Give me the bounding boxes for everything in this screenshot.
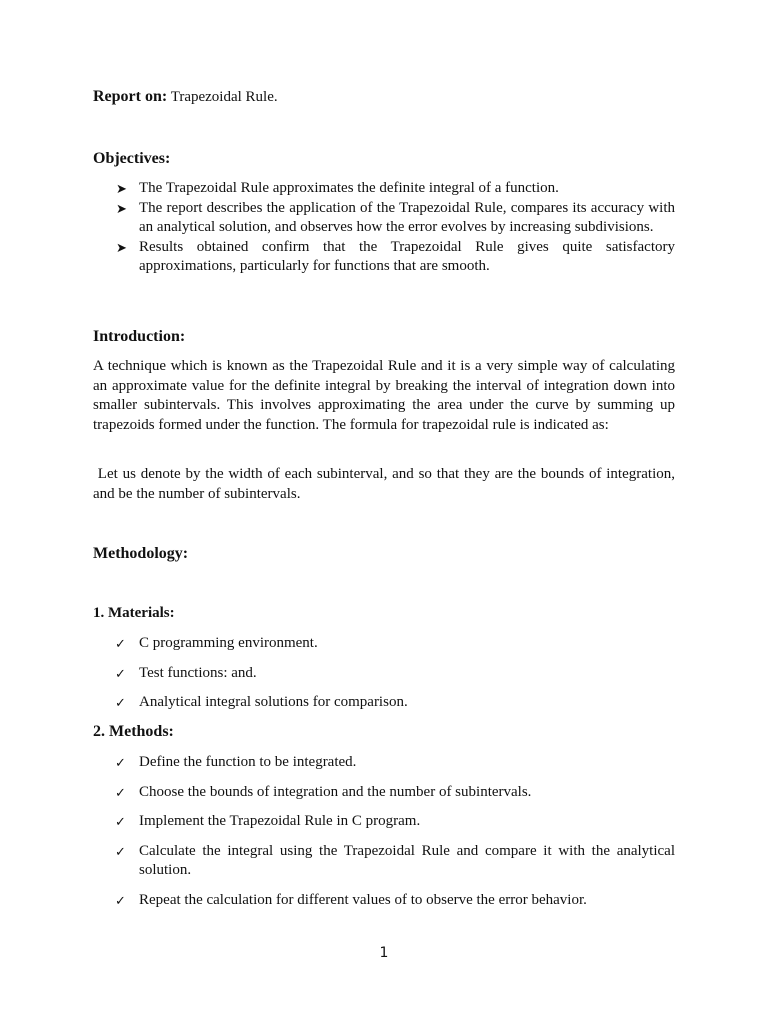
methods-item [93,753,675,773]
materials-item [93,634,675,654]
materials-text: Test functions: and. [139,664,257,681]
introduction-paragraph: A technique which is known as the Trapezoidal Rule and it is a very simple way of calculating an approximate value for the definite integral by breaking the interval of integration down into smaller subintervals. This involves approximating the area under the curve by summing up trapezoids formed under the function. The formula for trapezoidal rule is indicated as: [93,358,675,433]
methods-text: Define the function to be integrated. [139,754,357,770]
materials-text: C programming environment. [139,635,318,651]
methods-text: Choose the bounds of integration and the number of subintervals. [139,783,532,800]
objective-item [93,238,675,277]
methods-heading: 2. Methods: [93,723,174,740]
objective-item [93,199,675,238]
arrowhead-bullet-icon: ➤ [116,181,127,196]
checkmark-icon: ✓ [115,695,126,710]
objectives-heading: Objectives: [93,150,171,167]
materials-item [93,693,675,713]
methods-item [93,783,675,803]
objective-text: The Trapezoidal Rule approximates the definite integral of a function. [139,180,559,196]
methods-list [93,753,675,910]
methods-item [93,842,675,881]
objectives-list [93,179,675,277]
arrowhead-bullet-icon: ➤ [116,200,127,216]
checkmark-icon: ✓ [115,784,126,800]
methods-item [93,812,675,832]
methods-item [93,891,675,911]
introduction-heading: Introduction: [93,328,186,345]
checkmark-icon: ✓ [115,843,126,859]
materials-list [93,634,675,713]
methodology-heading: Methodology: [93,545,189,562]
checkmark-icon: ✓ [115,636,126,651]
report-title: Trapezoidal Rule. [170,89,278,105]
methods-text: Calculate the integral using the Trapezoidal Rule and compare it with the analytical solution. [139,842,675,878]
materials-text: Analytical integral solutions for comparison. [139,694,408,710]
page-number: 1 [379,945,389,961]
report-title-line [93,87,675,108]
checkmark-icon: ✓ [115,814,126,829]
methods-text: Implement the Trapezoidal Rule in C program. [139,813,421,829]
objective-item [93,179,675,199]
report-label: Report on: [93,88,168,105]
introduction-paragraph-2: Let us denote by the width of each subinterval, and so that they are the bounds of integration, and be the number of subintervals. [93,466,679,502]
checkmark-icon: ✓ [115,665,126,681]
checkmark-icon: ✓ [115,755,126,770]
arrowhead-bullet-icon: ➤ [116,239,127,255]
objective-text: The report describes the application of the Trapezoidal Rule, compares its accuracy with an analytical solution, and observes how the error evolves by increasing subdivisions. [139,199,675,235]
materials-heading: 1. Materials: [93,605,175,621]
objective-text: Results obtained confirm that the Trapezoidal Rule gives quite satisfactory approximations, particularly for functions that are smooth. [139,238,675,274]
checkmark-icon: ✓ [115,892,126,908]
methods-text: Repeat the calculation for different values of to observe the error behavior. [139,891,587,908]
materials-item [93,664,675,684]
